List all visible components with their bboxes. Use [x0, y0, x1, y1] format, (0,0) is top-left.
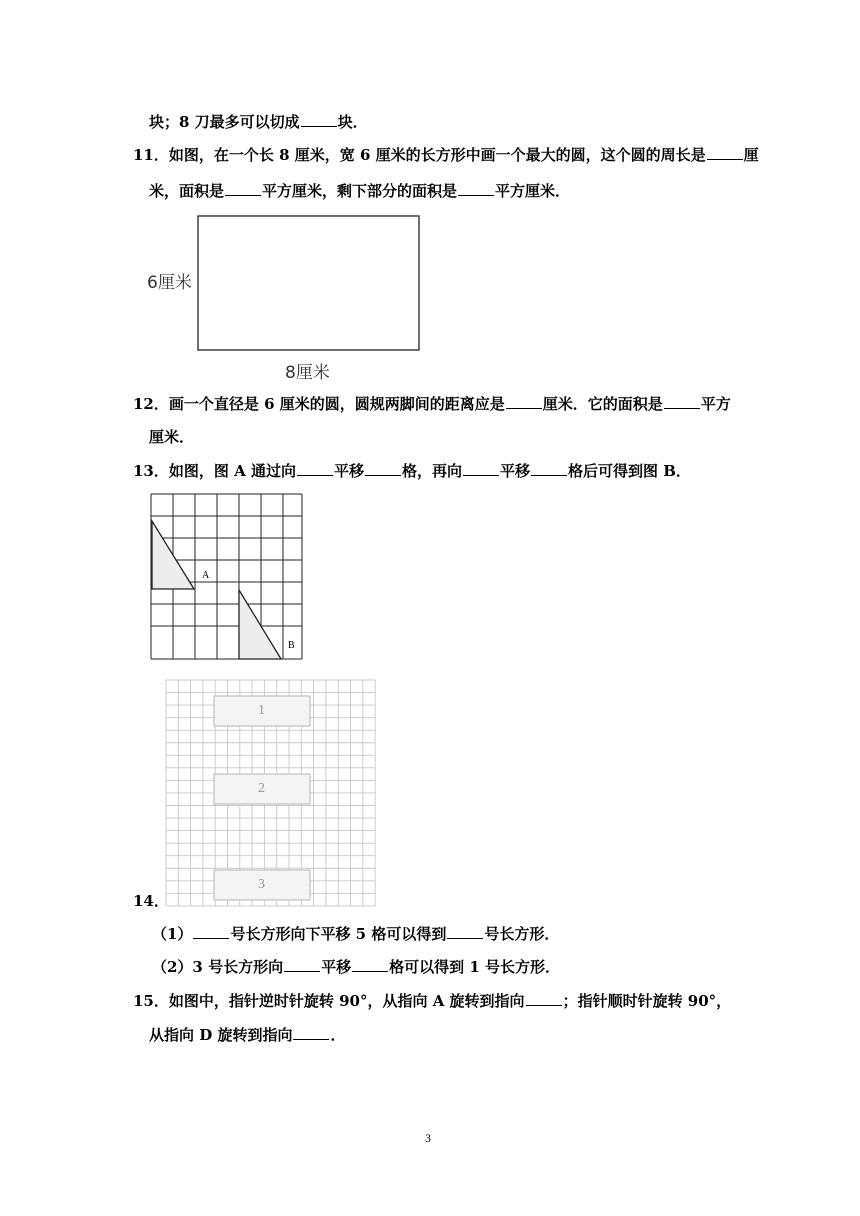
- rect-label-2: 2: [258, 781, 265, 796]
- answer-blank[interactable]: [293, 1025, 329, 1040]
- answer-blank[interactable]: [506, 394, 542, 409]
- answer-blank[interactable]: [301, 112, 337, 127]
- answer-blank[interactable]: [707, 145, 743, 160]
- label-a: A: [202, 570, 210, 581]
- q14-number: 14．: [133, 892, 169, 910]
- triangle-b: [239, 590, 281, 659]
- width-label: 8厘米: [285, 363, 330, 383]
- answer-blank[interactable]: [463, 461, 499, 476]
- answer-blank[interactable]: [284, 957, 320, 972]
- answer-blank[interactable]: [193, 924, 229, 939]
- q15-line2: 从指向 D 旋转到指向 ．: [149, 1026, 346, 1044]
- rectangles-grid: [164, 678, 376, 908]
- q10-continuation: 块；8 刀最多可以切成 块．: [149, 113, 368, 131]
- answer-blank[interactable]: [297, 461, 333, 476]
- q11-line1: 11．如图，在一个长 8 厘米，宽 6 厘米的长方形中画一个最大的圆，这个圆的周长是 厘: [133, 146, 759, 164]
- q11-line2: 米，面积是 平方厘米，剩下部分的面积是 平方厘米．: [149, 182, 571, 200]
- answer-blank[interactable]: [225, 181, 261, 196]
- answer-blank[interactable]: [458, 181, 494, 196]
- q14-grid-figure: [164, 678, 376, 908]
- answer-blank[interactable]: [531, 461, 567, 476]
- rect-label-1: 1: [258, 703, 265, 718]
- answer-blank[interactable]: [526, 991, 562, 1006]
- q12-line2: 厘米．: [149, 428, 195, 446]
- answer-blank[interactable]: [664, 394, 700, 409]
- page-number: 3: [425, 1131, 431, 1145]
- q14-part1: （1） 号长方形向下平移 5 格可以得到 号长方形．: [152, 925, 560, 943]
- q12-line1: 12．画一个直径是 6 厘米的圆，圆规两脚间的距离应是 厘米．它的面积是 平方: [133, 395, 731, 413]
- q15-line1: 15．如图中，指针逆时针旋转 90°，从指向 A 旋转到指向 ；指针顺时针旋转 90°，: [133, 992, 732, 1010]
- answer-blank[interactable]: [352, 957, 388, 972]
- q13-grid-figure: [150, 493, 305, 661]
- translation-grid: [150, 493, 305, 661]
- answer-blank[interactable]: [365, 461, 401, 476]
- q11-rectangle-figure: [140, 210, 440, 385]
- rect-label-3: 3: [258, 877, 265, 892]
- label-b: B: [288, 640, 295, 651]
- answer-blank[interactable]: [447, 924, 483, 939]
- height-label: 6厘米: [147, 273, 192, 293]
- q14-part2: （2）3 号长方形向 平移 格可以得到 1 号长方形．: [152, 958, 561, 976]
- q13-line: 13．如图，图 A 通过向 平移 格，再向 平移 格后可得到图 B．: [133, 462, 691, 480]
